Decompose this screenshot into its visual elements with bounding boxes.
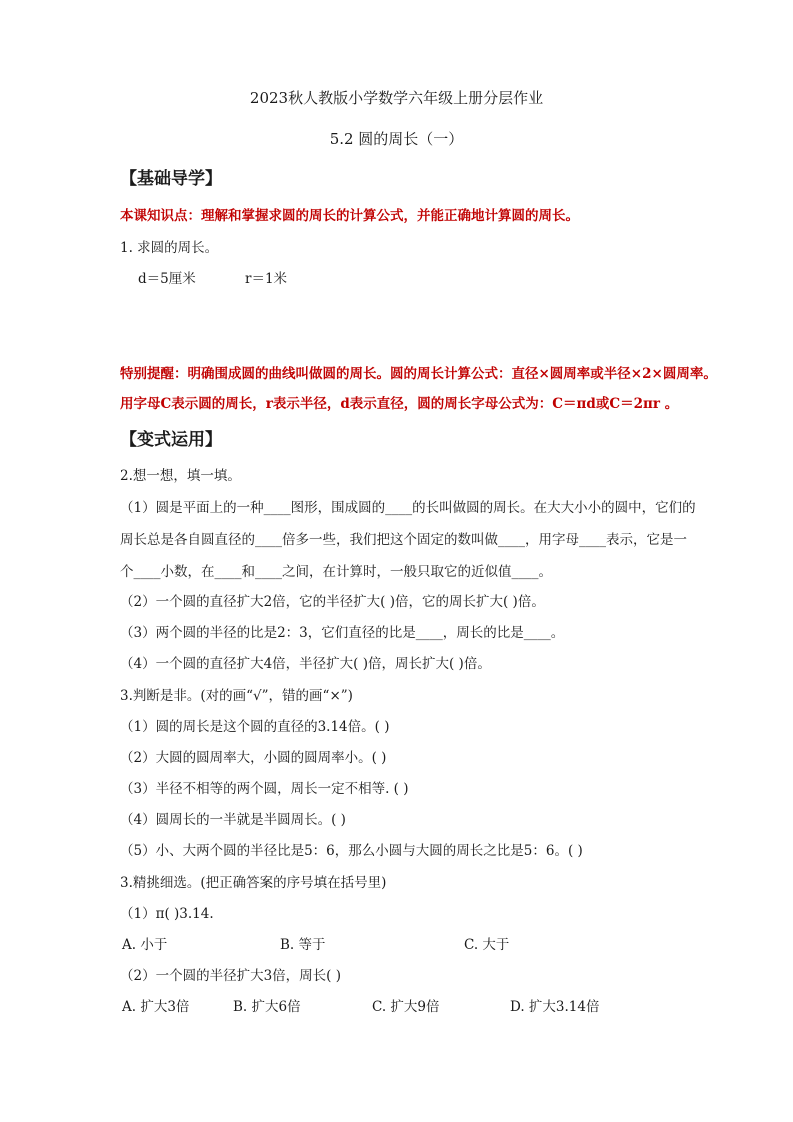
question-2-part1-line2: 周长总是各自圆直径的____倍多一些，我们把这个固定的数叫做____，用字母____表示，它是一 — [120, 532, 687, 548]
option-a: A. 扩大3倍 — [122, 999, 190, 1015]
choice-question-1-options — [0, 935, 793, 955]
tip-line-2: 用字母C表示圆的周长，r表示半径，d表示直径，圆的周长字母公式为：C＝πd或C＝2πr 。 — [120, 396, 679, 412]
judge-item: （5）小、大两个圆的半径比是5：6，那么小圆与大圆的周长之比是5：6。( ) — [120, 843, 583, 859]
question-2-part1-line1: （1）圆是平面上的一种____图形，围成圆的____的长叫做圆的周长。在大大小小的圆中，它们的 — [120, 500, 696, 516]
section-heading-apply: 【变式运用】 — [120, 430, 222, 450]
knowledge-point: 本课知识点：理解和掌握求圆的周长的计算公式，并能正确地计算圆的周长。 — [120, 208, 579, 224]
choice-question-2-stem: （2）一个圆的半径扩大3倍，周长( ) — [120, 968, 342, 984]
question-2-part1-line3: 个____小数，在____和____之间，在计算时，一般只取它的近似值____。 — [120, 564, 552, 580]
section-heading-basic: 【基础导学】 — [120, 169, 222, 189]
option-c: C. 扩大9倍 — [372, 999, 440, 1015]
option-c: C. 大于 — [464, 937, 510, 953]
question-2-part2: （2）一个圆的直径扩大2倍，它的半径扩大( )倍，它的周长扩大( )倍。 — [120, 594, 545, 610]
judge-item: （3）半径不相等的两个圆，周长一定不相等. ( ) — [120, 781, 409, 797]
question-4-title: 3.精挑细选。(把正确答案的序号填在括号里) — [120, 875, 387, 891]
question-1-title: 1. 求圆的周长。 — [120, 240, 219, 256]
question-3-title: 3.判断是非。(对的画“√”，错的画“×”) — [120, 688, 353, 704]
option-b: B. 等于 — [280, 937, 326, 953]
choice-question-1-stem: （1）π( )3.14. — [120, 906, 214, 922]
question-1-a: d＝5厘米 — [138, 271, 196, 287]
option-a: A. 小于 — [122, 937, 168, 953]
judge-item: （1）圆的周长是这个圆的直径的3.14倍。( ) — [120, 719, 390, 735]
page-subtitle: 5.2 圆的周长（一） — [329, 130, 464, 148]
question-2-title: 2.想一想，填一填。 — [120, 468, 241, 484]
page-title: 2023秋人教版小学数学六年级上册分层作业 — [249, 89, 544, 107]
option-b: B. 扩大6倍 — [233, 999, 301, 1015]
tip-line-1: 特别提醒：明确围成圆的曲线叫做圆的周长。圆的周长计算公式：直径×圆周率或半径×2×圆周率。 — [120, 366, 717, 382]
option-d: D. 扩大3.14倍 — [510, 999, 600, 1015]
question-2-part3: （3）两个圆的半径的比是2：3，它们直径的比是____，周长的比是____。 — [120, 625, 565, 641]
judge-item: （4）圆周长的一半就是半圆周长。( ) — [120, 812, 346, 828]
question-2-part4: （4）一个圆的直径扩大4倍，半径扩大( )倍，周长扩大( )倍。 — [120, 656, 491, 672]
question-1-b: r＝1米 — [245, 271, 288, 287]
choice-question-2-options — [0, 997, 793, 1017]
judge-item: （2）大圆的圆周率大，小圆的圆周率小。( ) — [120, 750, 387, 766]
